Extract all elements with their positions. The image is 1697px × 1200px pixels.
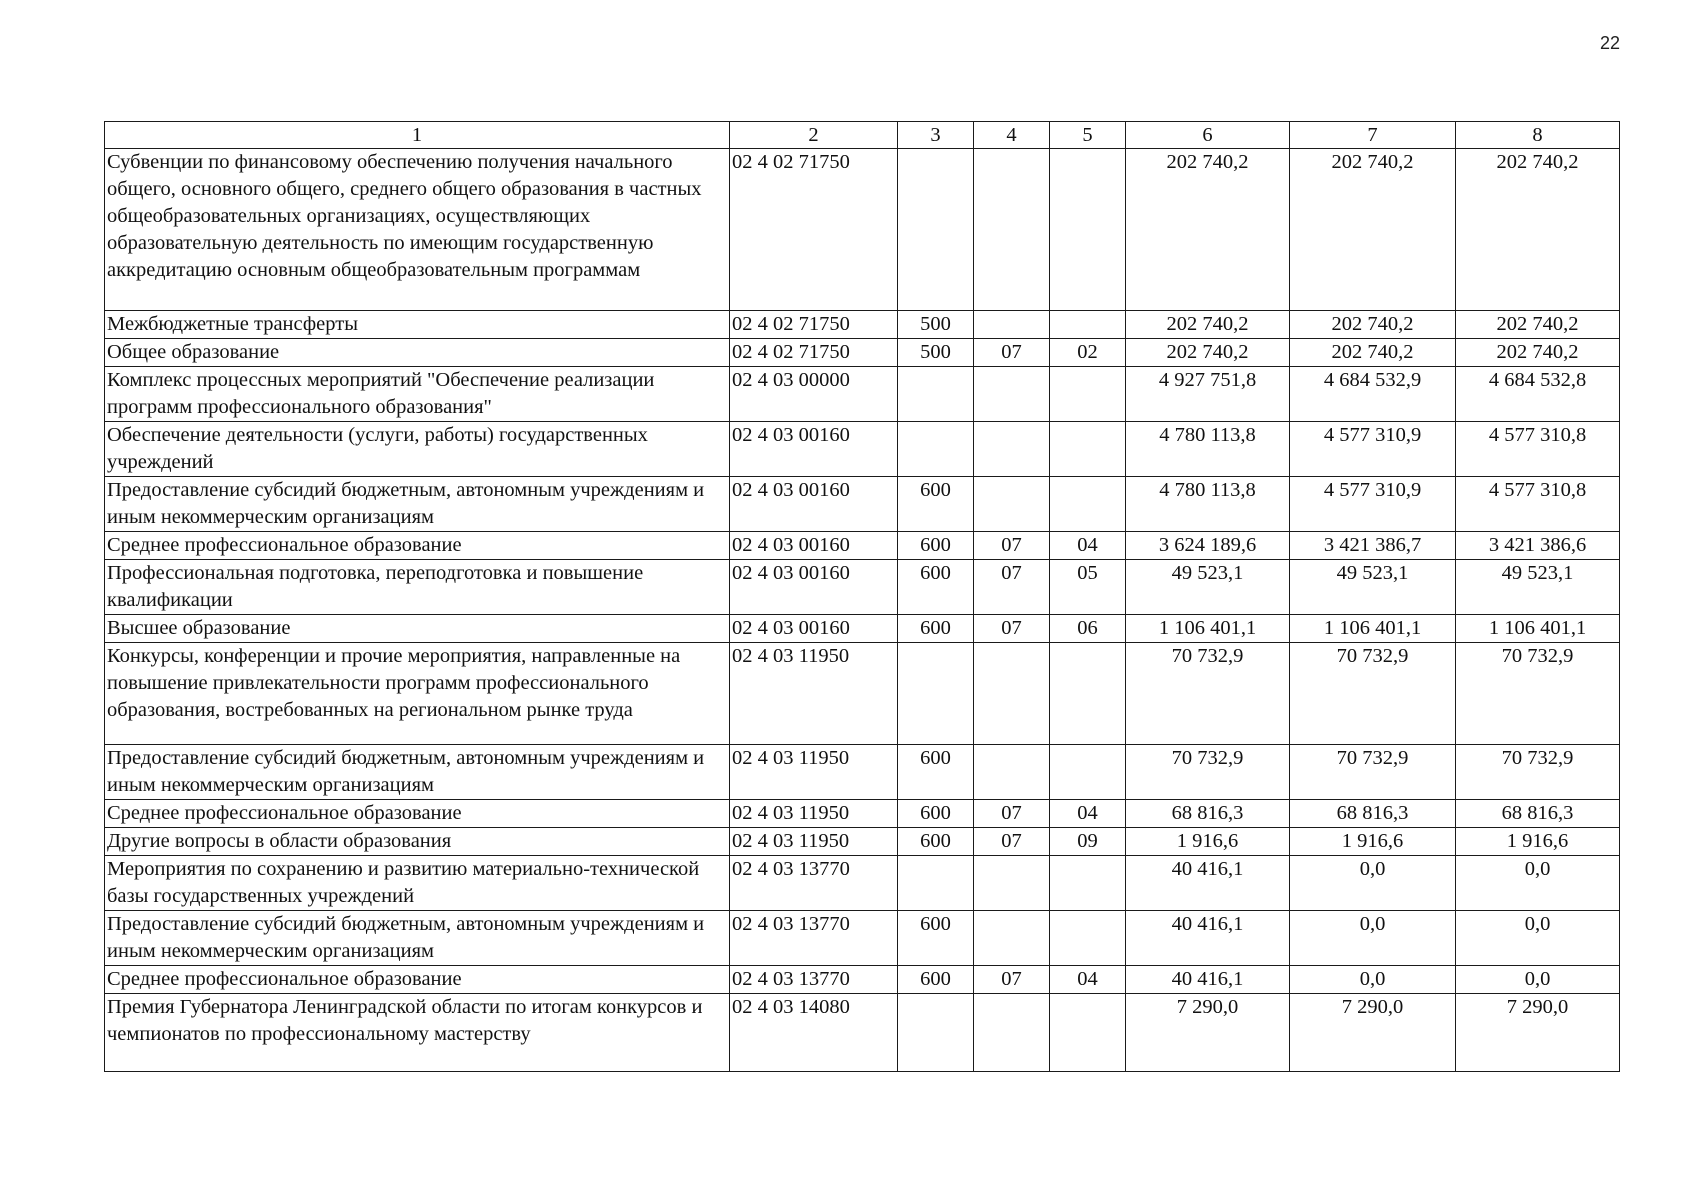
table-row [105,422,1620,477]
row-value7-cell: 68 816,3 [1290,800,1456,828]
row-name-cell: Межбюджетные трансферты [105,311,730,339]
row-value8-cell: 4 577 310,8 [1456,477,1620,532]
row-col4-cell [974,856,1050,911]
row-col5-cell: 04 [1050,800,1126,828]
row-value7-cell: 1 916,6 [1290,828,1456,856]
row-code-cell: 02 4 02 71750 [730,149,898,311]
row-value7-cell: 202 740,2 [1290,339,1456,367]
row-col5-cell [1050,311,1126,339]
row-col4-cell [974,367,1050,422]
row-col5-cell: 04 [1050,966,1126,994]
table-row [105,477,1620,532]
row-col3-cell [898,422,974,477]
row-code-cell: 02 4 03 00160 [730,560,898,615]
row-name-cell: Высшее образование [105,615,730,643]
row-col5-cell: 09 [1050,828,1126,856]
row-value6-cell: 202 740,2 [1126,149,1290,311]
row-value8-cell: 0,0 [1456,856,1620,911]
row-value7-cell: 0,0 [1290,966,1456,994]
row-value8-cell: 202 740,2 [1456,149,1620,311]
row-col5-cell [1050,367,1126,422]
row-value6-cell: 40 416,1 [1126,966,1290,994]
row-value8-cell: 0,0 [1456,911,1620,966]
row-value6-cell: 4 780 113,8 [1126,477,1290,532]
row-value7-cell: 202 740,2 [1290,311,1456,339]
row-col3-cell: 600 [898,532,974,560]
row-col4-cell: 07 [974,966,1050,994]
row-value6-cell: 3 624 189,6 [1126,532,1290,560]
row-code-cell: 02 4 03 11950 [730,745,898,800]
row-value8-cell: 3 421 386,6 [1456,532,1620,560]
row-col4-cell [974,745,1050,800]
row-value7-cell: 4 577 310,9 [1290,477,1456,532]
row-code-cell: 02 4 03 13770 [730,911,898,966]
row-name-cell: Обеспечение деятельности (услуги, работы) государственных учреждений [105,422,730,477]
row-value8-cell: 1 916,6 [1456,828,1620,856]
row-value8-cell: 7 290,0 [1456,994,1620,1072]
row-col4-cell [974,643,1050,745]
row-value8-cell: 70 732,9 [1456,745,1620,800]
header-cell: 3 [898,122,974,149]
row-col3-cell [898,643,974,745]
table-row [105,800,1620,828]
row-value6-cell: 1 916,6 [1126,828,1290,856]
table-row [105,966,1620,994]
row-value8-cell: 4 684 532,8 [1456,367,1620,422]
row-value6-cell: 1 106 401,1 [1126,615,1290,643]
row-col4-cell [974,477,1050,532]
row-value8-cell: 0,0 [1456,966,1620,994]
row-value6-cell: 4 927 751,8 [1126,367,1290,422]
row-col3-cell [898,367,974,422]
row-col5-cell [1050,477,1126,532]
row-name-cell: Предоставление субсидий бюджетным, автономным учреждениям и иным некоммерческим организациям [105,911,730,966]
table-row [105,339,1620,367]
row-col4-cell: 07 [974,560,1050,615]
row-col3-cell [898,149,974,311]
row-col5-cell [1050,994,1126,1072]
row-value8-cell: 202 740,2 [1456,311,1620,339]
row-code-cell: 02 4 03 00160 [730,422,898,477]
table-row [105,911,1620,966]
row-col5-cell: 05 [1050,560,1126,615]
row-code-cell: 02 4 03 00000 [730,367,898,422]
row-col5-cell: 04 [1050,532,1126,560]
row-code-cell: 02 4 03 11950 [730,643,898,745]
table-row [105,560,1620,615]
row-name-cell: Конкурсы, конференции и прочие мероприятия, направленные на повышение привлекательности программ профессионального образования, востребованных на региональном рынке труда [105,643,730,745]
header-cell: 2 [730,122,898,149]
header-cell: 8 [1456,122,1620,149]
row-col4-cell: 07 [974,339,1050,367]
row-value7-cell: 0,0 [1290,911,1456,966]
row-value7-cell: 70 732,9 [1290,643,1456,745]
header-cell: 1 [105,122,730,149]
row-name-cell: Комплекс процессных мероприятий "Обеспечение реализации программ профессионального образования" [105,367,730,422]
row-value7-cell: 7 290,0 [1290,994,1456,1072]
row-col3-cell: 600 [898,800,974,828]
row-col5-cell [1050,149,1126,311]
row-name-cell: Общее образование [105,339,730,367]
row-value6-cell: 49 523,1 [1126,560,1290,615]
row-col3-cell: 600 [898,615,974,643]
row-value8-cell: 49 523,1 [1456,560,1620,615]
row-col3-cell: 500 [898,339,974,367]
row-value7-cell: 70 732,9 [1290,745,1456,800]
row-col4-cell [974,422,1050,477]
row-col5-cell [1050,911,1126,966]
row-value7-cell: 1 106 401,1 [1290,615,1456,643]
row-name-cell: Среднее профессиональное образование [105,800,730,828]
row-value6-cell: 70 732,9 [1126,643,1290,745]
row-name-cell: Мероприятия по сохранению и развитию материально-технической базы государственных учреждений [105,856,730,911]
row-value6-cell: 4 780 113,8 [1126,422,1290,477]
row-code-cell: 02 4 03 00160 [730,477,898,532]
row-name-cell: Премия Губернатора Ленинградской области по итогам конкурсов и чемпионатов по профессиональному мастерству [105,994,730,1072]
row-value8-cell: 4 577 310,8 [1456,422,1620,477]
row-code-cell: 02 4 02 71750 [730,311,898,339]
table-row [105,994,1620,1072]
row-value6-cell: 202 740,2 [1126,311,1290,339]
row-col4-cell: 07 [974,828,1050,856]
table-header-row [105,122,1620,149]
budget-table [104,121,1620,1072]
row-code-cell: 02 4 03 13770 [730,856,898,911]
row-name-cell: Другие вопросы в области образования [105,828,730,856]
row-value7-cell: 202 740,2 [1290,149,1456,311]
row-name-cell: Субвенции по финансовому обеспечению получения начального общего, основного общего, среднего общего образования в частных общеобразовательных организациях, осуществляющих образовательную деятельность по имеющим государственную аккредитацию основным общеобразовательным программам [105,149,730,311]
row-code-cell: 02 4 03 14080 [730,994,898,1072]
row-value8-cell: 68 816,3 [1456,800,1620,828]
row-col3-cell: 600 [898,560,974,615]
header-cell: 4 [974,122,1050,149]
row-col5-cell: 06 [1050,615,1126,643]
header-cell: 5 [1050,122,1126,149]
row-col5-cell [1050,745,1126,800]
row-value8-cell: 202 740,2 [1456,339,1620,367]
row-col3-cell: 600 [898,911,974,966]
row-value7-cell: 4 577 310,9 [1290,422,1456,477]
row-code-cell: 02 4 03 11950 [730,800,898,828]
row-name-cell: Предоставление субсидий бюджетным, автономным учреждениям и иным некоммерческим организациям [105,477,730,532]
table-row [105,828,1620,856]
row-col4-cell [974,149,1050,311]
row-value6-cell: 202 740,2 [1126,339,1290,367]
row-value7-cell: 49 523,1 [1290,560,1456,615]
row-col3-cell: 600 [898,477,974,532]
row-value6-cell: 40 416,1 [1126,856,1290,911]
row-code-cell: 02 4 02 71750 [730,339,898,367]
row-col5-cell: 02 [1050,339,1126,367]
table-row [105,367,1620,422]
header-cell: 6 [1126,122,1290,149]
row-col5-cell [1050,856,1126,911]
row-value6-cell: 7 290,0 [1126,994,1290,1072]
table-row [105,311,1620,339]
row-code-cell: 02 4 03 11950 [730,828,898,856]
row-code-cell: 02 4 03 13770 [730,966,898,994]
row-col5-cell [1050,643,1126,745]
row-col3-cell: 600 [898,966,974,994]
table-row [105,615,1620,643]
row-col3-cell: 500 [898,311,974,339]
table-row [105,532,1620,560]
row-value7-cell: 3 421 386,7 [1290,532,1456,560]
row-col4-cell: 07 [974,615,1050,643]
row-col4-cell [974,311,1050,339]
row-col3-cell: 600 [898,828,974,856]
row-value8-cell: 1 106 401,1 [1456,615,1620,643]
table-row [105,745,1620,800]
row-value8-cell: 70 732,9 [1456,643,1620,745]
table-row [105,643,1620,745]
row-value7-cell: 4 684 532,9 [1290,367,1456,422]
row-value6-cell: 40 416,1 [1126,911,1290,966]
row-name-cell: Предоставление субсидий бюджетным, автономным учреждениям и иным некоммерческим организациям [105,745,730,800]
row-code-cell: 02 4 03 00160 [730,615,898,643]
row-col4-cell: 07 [974,532,1050,560]
row-col3-cell [898,856,974,911]
table-row [105,856,1620,911]
row-col4-cell [974,994,1050,1072]
header-cell: 7 [1290,122,1456,149]
row-name-cell: Среднее профессиональное образование [105,532,730,560]
row-value6-cell: 68 816,3 [1126,800,1290,828]
row-name-cell: Среднее профессиональное образование [105,966,730,994]
row-col4-cell [974,911,1050,966]
row-value7-cell: 0,0 [1290,856,1456,911]
row-value6-cell: 70 732,9 [1126,745,1290,800]
row-col5-cell [1050,422,1126,477]
row-code-cell: 02 4 03 00160 [730,532,898,560]
table-row [105,149,1620,311]
row-col4-cell: 07 [974,800,1050,828]
row-name-cell: Профессиональная подготовка, переподготовка и повышение квалификации [105,560,730,615]
row-col3-cell [898,994,974,1072]
page-number: 22 [1600,33,1621,53]
row-col3-cell: 600 [898,745,974,800]
